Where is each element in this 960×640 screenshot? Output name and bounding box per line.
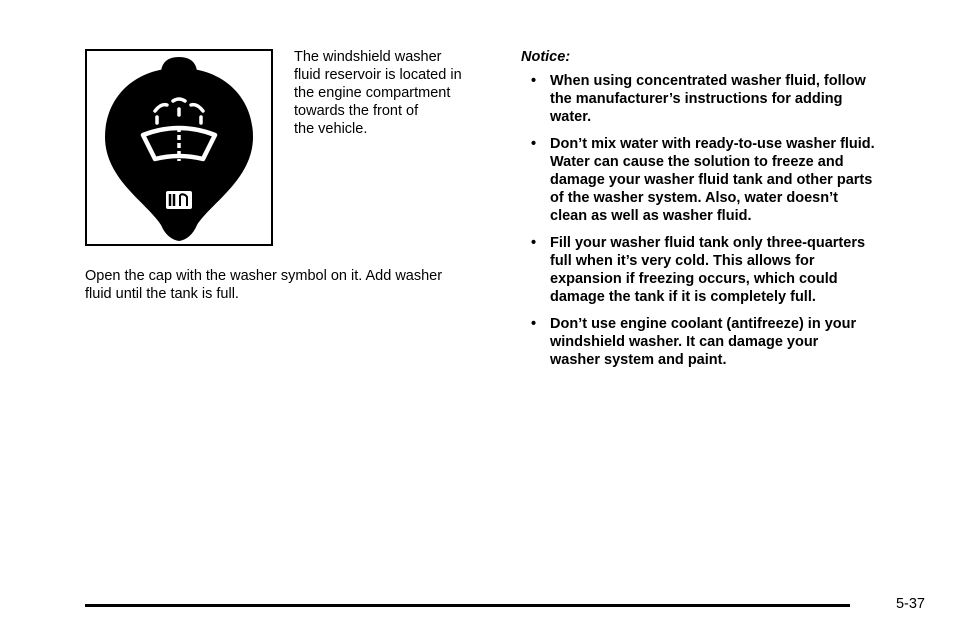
bullet-text-line: When using concentrated washer fluid, follow [550, 73, 866, 89]
windshield-washer-cap-icon [87, 51, 271, 244]
notice-bullet-item [521, 72, 941, 126]
instruction-line: fluid until the tank is full. [85, 286, 239, 302]
bullet-text-line: damage your washer fluid tank and other parts [550, 172, 873, 188]
bullet-dot-icon: • [531, 136, 537, 152]
notice-bullet-item [521, 315, 941, 369]
bullet-text-line: Don’t use engine coolant (antifreeze) in your [550, 316, 857, 332]
bullet-dot-icon: • [531, 316, 537, 332]
bullet-text-line: expansion if freezing occurs, which could [550, 271, 838, 287]
caption-line: towards the front of [294, 103, 419, 119]
notice-bullet-item [521, 234, 941, 306]
caption-line: the vehicle. [294, 121, 368, 137]
bullet-text-line: water. [550, 109, 592, 125]
instruction-paragraph [85, 267, 505, 303]
bullet-text-line: the manufacturer’s instructions for adding [550, 91, 843, 107]
bullet-text-line: clean as well as washer fluid. [550, 208, 752, 224]
washer-cap-figure [85, 49, 273, 246]
notice-section [521, 48, 941, 378]
bullet-text-line: Fill your washer fluid tank only three-quarters [550, 235, 866, 251]
bullet-dot-icon: • [531, 73, 537, 89]
page-number: 5-37 [895, 596, 925, 612]
bullet-text-line: Don’t mix water with ready-to-use washer fluid. [550, 136, 875, 152]
caption-line: The windshield washer [294, 49, 442, 65]
figure-caption [294, 48, 494, 138]
instruction-line: Open the cap with the washer symbol on it. Add washer [85, 268, 443, 284]
bullet-text-line: washer system and paint. [550, 352, 727, 368]
notice-bullet-item [521, 135, 941, 225]
bullet-text-line: of the washer system. Also, water doesn’t [550, 190, 838, 206]
caption-line: fluid reservoir is located in [294, 67, 462, 83]
bullet-text-line: windshield washer. It can damage your [550, 334, 819, 350]
bullet-dot-icon: • [531, 235, 537, 251]
caption-line: the engine compartment [294, 85, 451, 101]
bullet-text-line: damage the tank if it is completely full. [550, 289, 816, 305]
footer-rule [85, 604, 850, 607]
notice-bullet-list [521, 72, 941, 369]
bullet-text-line: full when it’s very cold. This allows for [550, 253, 815, 269]
notice-title: Notice: [521, 49, 571, 65]
bullet-text-line: Water can cause the solution to freeze and [550, 154, 844, 170]
